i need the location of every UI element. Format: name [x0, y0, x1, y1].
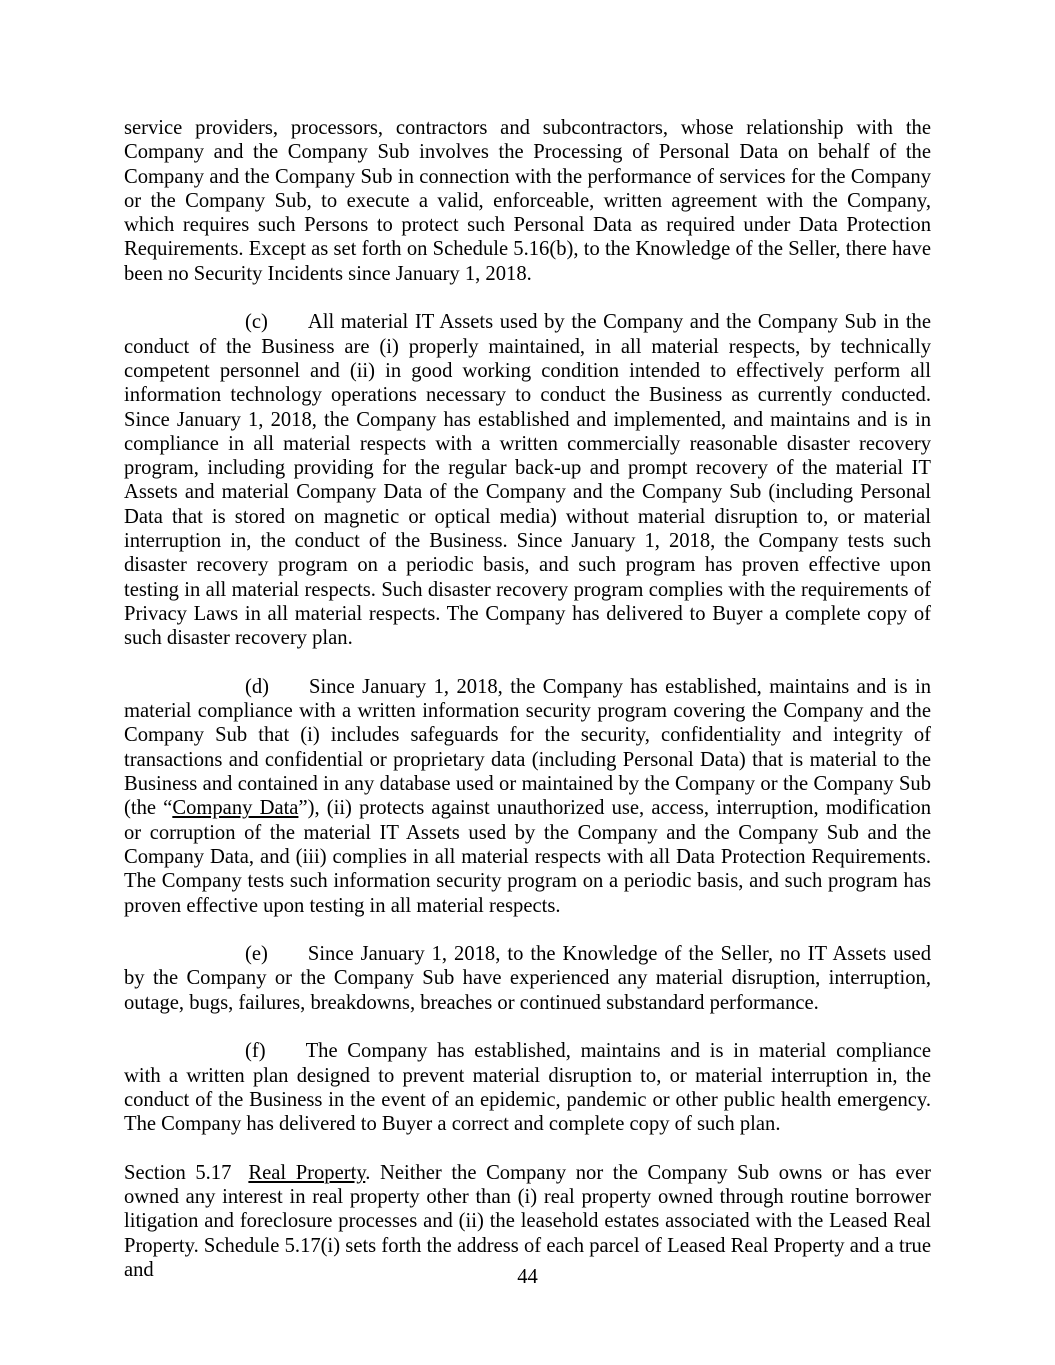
paragraph-f: [124, 1039, 931, 1136]
paragraph-d: [124, 675, 931, 918]
document-body: [124, 116, 931, 1282]
paragraph-label: (d): [245, 675, 270, 698]
paragraph-e: [124, 942, 931, 1015]
page-number: 44: [517, 1265, 538, 1288]
paragraph-label: (c): [245, 311, 268, 334]
paragraph-text: . Neither the Company nor the Company Sub owns or has ever owned any interest in real property other than (i) real property owned through routine borrower litigation and foreclosure processes and (ii) the leasehold estates associated with the Leased Real Property. Schedule 5.17(i) sets forth the address of each parcel of Leased Real Property and a true and: [124, 1161, 931, 1281]
paragraph-continuation: [124, 116, 931, 286]
paragraph-text: Since January 1, 2018, the Company has established, maintains and is in material compliance with a written information security program covering the Company and the Company Sub that (i) includes safeguards for the security, confidentiality and integrity of transactions and confidential or proprietary data (including Personal Data) that is material to the Business and contained in any database used or maintained by the Company or the Company Sub (the “: [124, 675, 931, 820]
paragraph-text: All material IT Assets used by the Company and the Company Sub in the conduct of the Business are (i) properly maintained, in all material respects, by technically competent personnel and (ii) in good working condition intended to effectively perform all information technology operations necessary to conduct the Business as currently conducted. Since January 1, 2018, the Company has established and implemented, and maintains and is in compliance in all material respects with a written commercially reasonable disaster recovery program, including providing for the regular back-up and prompt recovery of the material IT Assets and material Company Data of the Company and the Company Sub (including Personal Data that is stored on magnetic or optical media) without material disruption to, or material interruption in, the conduct of the Business. Since January 1, 2018, the Company tests such disaster recovery program on a periodic basis, and such program has proven effective upon testing in all material respects. Such disaster recovery program complies with the requirements of Privacy Laws in all material respects. The Company has delivered to Buyer a complete copy of such disaster recovery plan.: [124, 311, 931, 650]
paragraph-text: ”), (ii) protects against unauthorized use, access, interruption, modification or corruption of the material IT Assets used by the Company and the Company Sub and the Company Data, and (iii) complies in all material respects with all Data Protection Requirements. The Company tests such information security program on a periodic basis, and such program has proven effective upon testing in all material respects.: [124, 797, 932, 917]
defined-term-company-data: Company Data: [172, 797, 299, 820]
paragraph-c: [124, 310, 931, 650]
paragraph-text: The Company has established, maintains and is in material compliance with a written plan designed to prevent material disruption to, or material interruption in, the conduct of the Business in the event of an epidemic, pandemic or other public health emergency. The Company has delivered to Buyer a correct and complete copy of such plan.: [124, 1040, 931, 1136]
paragraph-text: service providers, processors, contractors and subcontractors, whose relationship with the Company and the Company Sub involves the Processing of Personal Data on behalf of the Company and the Company Sub in connection with the performance of services for the Company or the Company Sub, to execute a valid, enforceable, written agreement with the Company, which requires such Persons to protect such Personal Data as required under Data Protection Requirements. Except as set forth on Schedule 5.16(b), to the Knowledge of the Seller, there have been no Security Incidents since January 1, 2018.: [124, 117, 931, 285]
paragraph-label: (f): [245, 1040, 266, 1063]
paragraph-label: (e): [245, 943, 268, 966]
paragraph-text: Since January 1, 2018, to the Knowledge of the Seller, no IT Assets used by the Company or the Company Sub have experienced any material disruption, interruption, outage, bugs, failures, breakdowns, breaches or continued substandard performance.: [124, 943, 931, 1014]
section-heading-real-property: Real Property: [248, 1161, 366, 1184]
section-number: Section 5.17: [124, 1161, 232, 1184]
